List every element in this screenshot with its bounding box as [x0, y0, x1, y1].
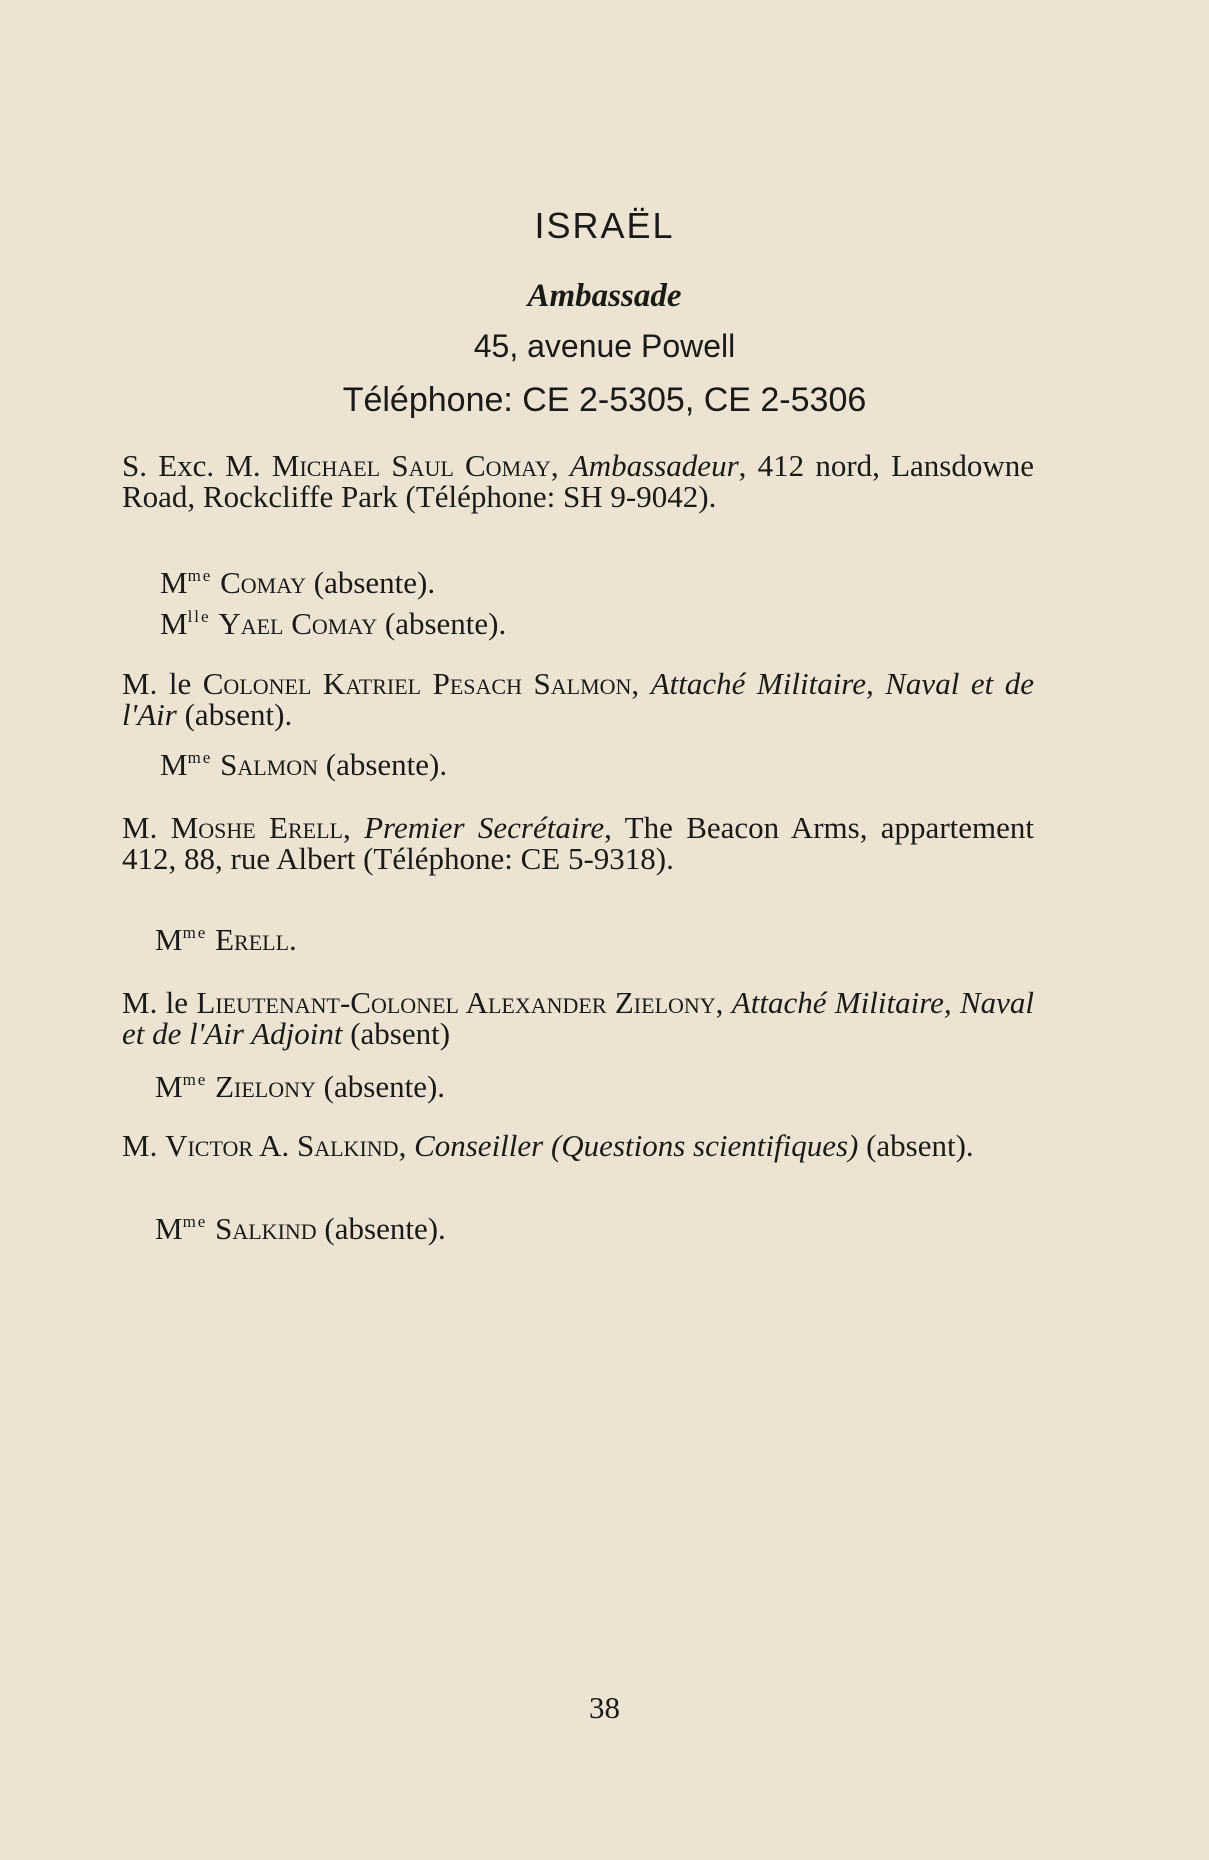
entry-scientific-counsellor: M. Victor A. Salkind, Conseiller (Questions scientifiques) (absent). — [122, 1128, 974, 1163]
spouse-line — [155, 917, 297, 955]
entry-prefix: M. — [122, 1128, 158, 1163]
entry-title: Ambassadeur — [569, 448, 739, 483]
spouse-line — [155, 1206, 446, 1244]
spouse-line — [160, 560, 435, 598]
spouse-note: (absente). — [384, 606, 507, 641]
honorific: M — [160, 747, 188, 782]
spouse-name: Yael Comay — [218, 606, 378, 641]
entry-details: , The Beacon Arms, appartement 412, 88, rue Albert (Téléphone: CE 5-9318). — [122, 810, 1034, 876]
entry-name: Michael Saul Comay — [271, 448, 551, 483]
country-heading: ISRAËL — [534, 205, 675, 246]
honorific: M — [155, 1211, 183, 1246]
entry-name: Moshe Erell — [170, 810, 343, 845]
entry-name: Colonel Katriel Pesach Salmon — [202, 666, 632, 701]
entry-details: , 412 nord, Lansdowne Road, Rockcliffe Park (Téléphone: SH 9-9042). — [122, 448, 1035, 514]
spouse-name: Comay — [220, 565, 306, 600]
spouse-line — [155, 1064, 445, 1102]
entry-name: Lieutenant-Colonel Alexander Zielony — [196, 985, 716, 1020]
spouse-note: (absente). — [313, 565, 436, 600]
entry-prefix: M. le — [122, 666, 192, 701]
spouse-note: (absente). — [325, 747, 448, 782]
spouse-line — [160, 601, 506, 639]
honorific: M — [155, 1069, 183, 1104]
entry-title: Premier Secrétaire — [364, 810, 605, 845]
spouse-name: Salmon — [220, 747, 319, 782]
honorific-sup: me — [187, 566, 213, 585]
embassy-telephone: Téléphone: CE 2-5305, CE 2-5306 — [342, 381, 867, 419]
entry-prefix: S. Exc. M. — [122, 448, 261, 483]
honorific-sup: me — [187, 748, 213, 767]
spouse-name: Erell. — [215, 922, 297, 957]
entry-title: Conseiller (Questions scientifiques) — [414, 1128, 859, 1163]
entry-military-attache: M. le Colonel Katriel Pesach Salmon, Attaché Militaire, Naval et de l'Air (absent). — [122, 666, 1034, 732]
spouse-note: (absente). — [323, 1069, 446, 1104]
entry-deputy-attache: M. le Lieutenant-Colonel Alexander Zielony, Attaché Militaire, Naval et de l'Air Adjoint (absent) — [122, 985, 1035, 1051]
spouse-note: (absente). — [324, 1211, 446, 1246]
spouse-line — [160, 742, 447, 780]
mission-type: Ambassade — [527, 278, 682, 314]
spouse-name: Zielony — [215, 1069, 316, 1104]
entry-first-secretary: M. Moshe Erell, Premier Secrétaire, The Beacon Arms, appartement 412, 88, rue Albert (Téléphone: CE 5-9318). — [122, 810, 1034, 876]
honorific-sup: me — [182, 1070, 208, 1089]
entry-details: (absent) — [342, 1016, 451, 1051]
entry-prefix: M. — [122, 810, 158, 845]
embassy-address: 45, avenue Powell — [473, 328, 736, 364]
entry-title: Attaché Militaire, Naval et de l'Air Adjoint — [122, 985, 1035, 1051]
honorific-sup: lle — [187, 607, 211, 626]
entry-prefix: M. le — [122, 985, 189, 1020]
entry-name: Victor A. Salkind — [165, 1128, 399, 1163]
honorific-sup: me — [182, 1212, 208, 1231]
entry-title: Attaché Militaire, Naval et de l'Air — [122, 666, 1034, 732]
entry-details: (absent). — [858, 1128, 974, 1163]
honorific: M — [160, 606, 188, 641]
page-number: 38 — [589, 1690, 620, 1725]
spouse-name: Salkind — [215, 1211, 317, 1246]
entry-ambassador: S. Exc. M. Michael Saul Comay, Ambassadeur, 412 nord, Lansdowne Road, Rockcliffe Park (Téléphone: SH 9-9042). — [122, 448, 1035, 514]
honorific: M — [155, 922, 183, 957]
honorific: M — [160, 565, 188, 600]
entry-details: (absent). — [176, 697, 293, 732]
honorific-sup: me — [182, 923, 208, 942]
